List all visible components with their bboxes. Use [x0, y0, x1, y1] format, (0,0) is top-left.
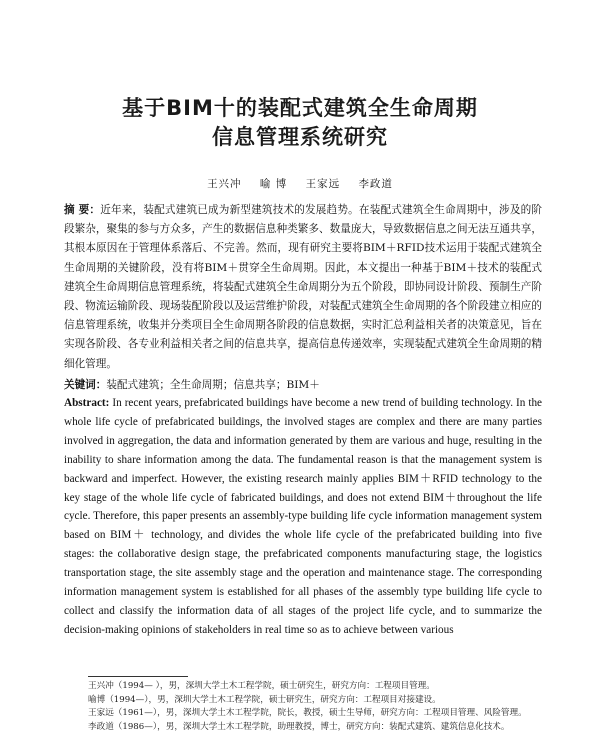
keywords-chinese — [64, 376, 542, 394]
footnote-divider — [88, 676, 188, 677]
author-list — [0, 176, 600, 191]
author-name: 王家远 — [305, 178, 341, 190]
abstract-en-text: In recent years, prefabricated buildings have become a new trend of building technology. In the whole life cycle of prefabricated buildings, the involved stages are complex and there are many parties involved in aggregation, the data and information generated by them are various and huge, resulting in the inability to share information among the data. The fundamental reason is that the management system is backward and imperfect. However, the existing research mainly applies BIM＋RFID technology to the key stage of the whole life cycle of fabricated buildings, and does not extend BIM＋throughout the life cycle. Therefore, this paper presents an assembly-type building life cycle information management system based on BIM＋ technology, and divides the whole life cycle of the prefabricated building into five stages: the collaborative design stage, the prefabricated components manufacturing stage, the logistics transportation stage, the site assembly stage and the operation and maintenance stage. The corresponding information management system is established for all phases of the assembly type building life cycle to collect and classify the information data of all stages of the project life cycle, and to summarize the decision-making opinions of stakeholders in real time so as to achieve between various — [64, 397, 543, 636]
footnote: 王兴冲（1994— ），男，深圳大学土木工程学院，硕士研究生，研究方向：工程项目管理。 — [88, 681, 435, 691]
abstract-en-label: Abstract: — [64, 397, 110, 409]
abstract-zh-label: 摘 要： — [64, 204, 101, 216]
footnote: 喻博（1994—），男，深圳大学土木工程学院，硕士研究生，研究方向：工程项目对接建设。 — [88, 694, 441, 705]
abstract-chinese — [64, 201, 542, 374]
paper-title-line-1: 基于BIM十的装配式建筑全生命周期 — [122, 96, 478, 120]
author-footnotes — [88, 680, 538, 734]
author-name: 喻 博 — [259, 178, 288, 190]
abstract-english — [64, 394, 542, 640]
author-name: 王兴冲 — [207, 178, 242, 190]
footnote: 李政道（1986—），男，深圳大学土木工程学院，助理教授，博士，研究方向：装配式建筑、建筑信息化技术。 — [88, 721, 510, 732]
keywords-zh-label: 关键词： — [64, 379, 107, 391]
keywords-zh-text: 装配式建筑；全生命周期；信息共享；BIM＋ — [106, 379, 320, 391]
paper-title-line-2: 信息管理系统研究 — [212, 125, 388, 149]
abstract-zh-text: 近年来，装配式建筑已成为新型建筑技术的发展趋势。在装配式建筑全生命周期中，涉及的阶段繁杂，聚集的参与方众多，产生的数据信息种类繁多、数量庞大，导致数据信息之间无法互通共享，其根本原因在于管理体系落后、不完善。然而，现有研究主要将BIM＋RFID技术运用于装配式建筑全生命周期的关键阶段，没有将BIM＋贯穿全生命周期。因此，本文提出一种基于BIM＋技术的装配式建筑全生命周期信息管理系统，将装配式建筑全生命周期分为五个阶段，即协同设计阶段、预制生产阶段、物流运输阶段、现场装配阶段以及运营维护阶段，对装配式建筑全生命周期的各个阶段建立相应的信息管理系统，收集并分类项目全生命周期各阶段的信息数据，实时汇总利益相关者的决策意见，旨在实现各阶段、各专业利益相关者之间的信息共享，提高信息传递效率，实现装配式建筑全生命周期的精细化管理。 — [64, 204, 542, 370]
footnote: 王家远（1961—），男，深圳大学土木工程学院，院长，教授，硕士生导师，研究方向：工程项目管理、风险管理。 — [88, 708, 527, 719]
author-name: 李政道 — [358, 178, 393, 190]
